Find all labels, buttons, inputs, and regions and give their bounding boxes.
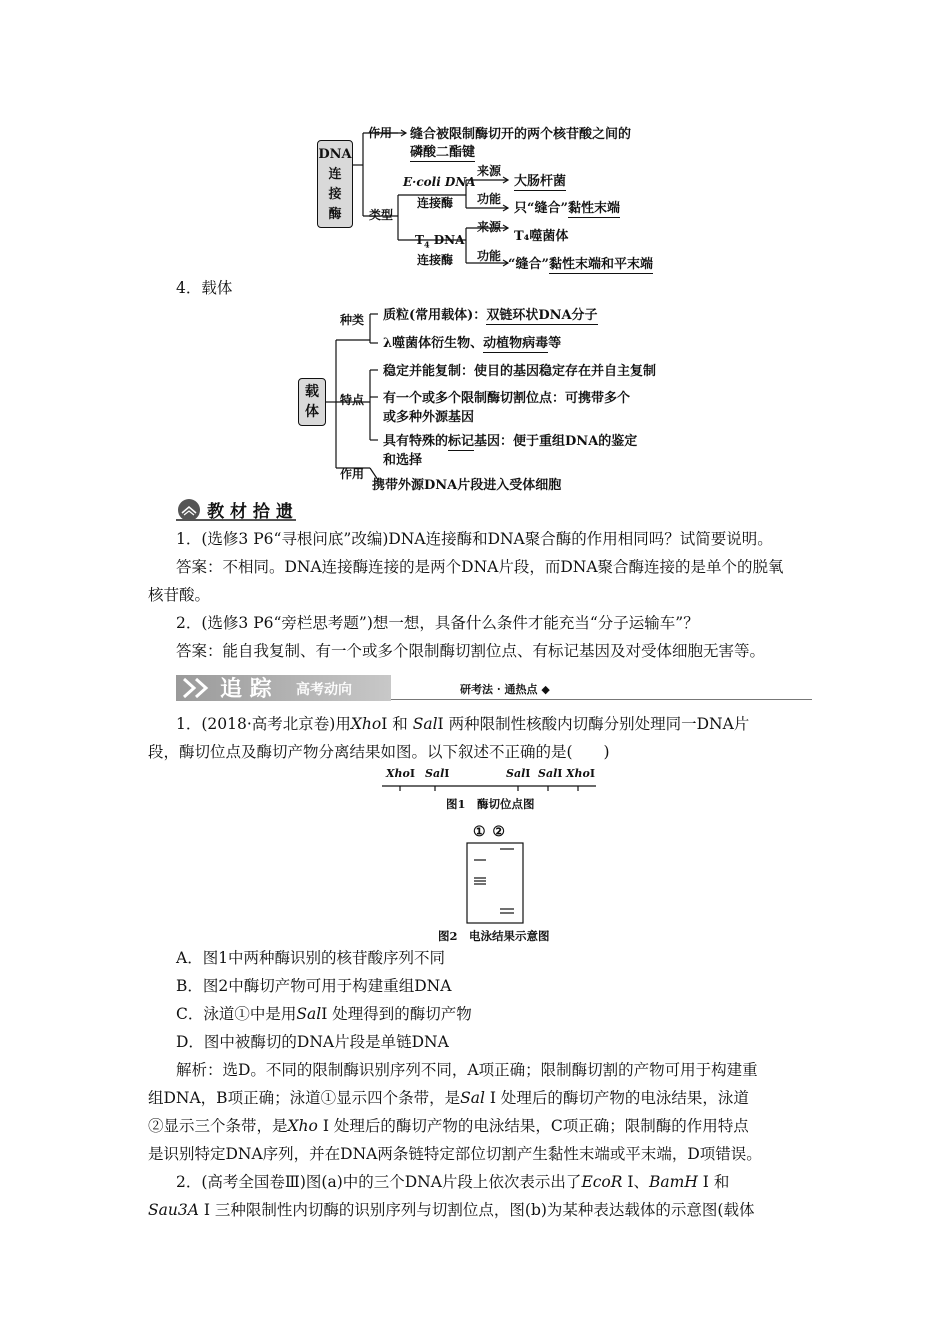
vector-zuoyong-label: 作用 — [340, 467, 365, 481]
explanation-line4: 是识别特定DNA序列，并在DNA两条链特定部位切割产生黏性末端或平末端，D项错误。 — [148, 1145, 762, 1163]
ecoli-name-1: E·coli DNA — [403, 175, 476, 189]
option-b: B．图2中酶切产物可用于构建重组DNA — [176, 977, 452, 995]
vector-tedian-3b: 和选择 — [383, 453, 423, 468]
t4-gongneng-label: 功能 — [477, 249, 502, 263]
problem2-line1: 2．(高考全国卷Ⅲ)图(a)中的三个DNA片段上依次表示出了EcoR Ⅰ、BamH Ⅰ 和 — [176, 1173, 730, 1191]
vector-tedian-label: 特点 — [340, 393, 365, 407]
chevron-icon — [180, 677, 220, 699]
t4-name-2: 连接酶 — [417, 253, 454, 267]
ecoli-name-2: 连接酶 — [417, 196, 454, 210]
t4-laiyuan-label: 来源 — [477, 220, 502, 234]
option-d: D．图中被酶切的DNA片段是单链DNA — [176, 1033, 449, 1051]
vector-zhonglei-label: 种类 — [340, 313, 365, 327]
ligase-box: DNA 连 接 酶 — [317, 140, 353, 228]
ecoli-laiyuan-label: 来源 — [477, 164, 502, 178]
fig2-gel — [466, 842, 524, 924]
fig1-site-sal-left: SalⅠ — [425, 767, 450, 780]
t4-source: T₄噬菌体 — [514, 229, 569, 244]
t4-name-1: $T_4$ DNA — [415, 233, 465, 250]
section-4-title: 4．载体 — [176, 279, 233, 297]
vector-tedian-2a: 有一个或多个限制酶切割位点：可携带多个 — [383, 391, 631, 406]
ecoli-gongneng-label: 功能 — [477, 192, 502, 206]
book-icon — [176, 498, 202, 522]
problem1-line2: 段，酶切位点及酶切产物分离结果如图。以下叙述不正确的是( ) — [148, 743, 610, 761]
fig1-site-xho-left: XhoⅠ — [386, 767, 416, 780]
jiaocai-q2: 2．(选修3 P6“旁栏思考题”)想一想，具备什么条件才能充当“分子运输车”？ — [176, 614, 699, 632]
fig1-site-sal-mid: SalⅠ — [506, 767, 531, 780]
vector-tedian-2b: 或多种外源基因 — [383, 410, 475, 425]
fig2-lane-labels: ① ② — [473, 824, 506, 840]
banner-title: 追 踪 — [220, 677, 272, 702]
vector-zuoyong-text: 携带外源DNA片段进入受体细胞 — [372, 478, 562, 493]
vector-tedian-1: 稳定并能复制：使目的基因稳定存在并自主复制 — [383, 364, 657, 379]
explanation-line1: 解析：选D。不同的限制酶识别序列不同，A项正确；限制酶切割的产物可用于构建重 — [176, 1061, 758, 1079]
fig1-site-xho-right: XhoⅠ — [566, 767, 596, 780]
vector-tedian-3: 具有特殊的标记基因：便于重组DNA的鉴定 — [383, 434, 638, 449]
ligase-zuoyong-label: 作用 — [368, 126, 393, 140]
fig1-caption: 图1 酶切位点图 — [446, 797, 535, 811]
fig1-dna-line — [380, 780, 600, 794]
jiaocai-a2: 答案：能自我复制、有一个或多个限制酶切割位点、有标记基因及对受体细胞无害等。 — [176, 642, 766, 660]
banner-subtitle: 高考动向 — [296, 682, 352, 698]
ligase-zuoyong-text-2: 磷酸二酯键 — [410, 141, 475, 162]
explanation-line2: 组DNA，B项正确；泳道①显示四个条带，是Sal Ⅰ 处理后的酶切产物的电泳结果，泳道 — [148, 1089, 749, 1107]
jiaocai-a1-line2: 核苷酸。 — [148, 586, 211, 604]
ligase-zuoyong-text-1: 缝合被限制酶切开的两个核苷酸之间的 — [410, 127, 632, 142]
option-a: A．图1中两种酶识别的核苷酸序列不同 — [176, 949, 446, 967]
t4-function: “缝合”黏性末端和平末端 — [508, 257, 653, 272]
problem2-line2: Sau3A Ⅰ 三种限制性内切酶的识别序列与切割位点，图(b)为某种表达载体的示意图(载体 — [148, 1201, 755, 1219]
jiaocai-header: 教 材 拾 遗 — [176, 497, 293, 522]
fig1-site-sal-right: SalⅠ — [538, 767, 563, 780]
explanation-line3: ②显示三个条带，是Xho Ⅰ 处理后的酶切产物的电泳结果，C项正确；限制酶的作用特点 — [148, 1117, 749, 1135]
ecoli-function: 只“缝合”黏性末端 — [514, 201, 620, 216]
jiaocai-a1-line1: 答案：不相同。DNA连接酶连接的是两个DNA片段，而DNA聚合酶连接的是单个的脱氧 — [176, 558, 784, 576]
jiaocai-q1: 1．(选修3 P6“寻根问底”改编)DNA连接酶和DNA聚合酶的作用相同吗？试简要说明。 — [176, 530, 773, 548]
ecoli-source: 大肠杆菌 — [514, 170, 566, 191]
diamond-icon: ◆ — [541, 683, 550, 696]
banner-rule — [391, 699, 812, 700]
vector-box: 载 体 — [298, 378, 326, 426]
fig2-caption: 图2 电泳结果示意图 — [438, 929, 550, 943]
jiaocai-header-rule — [176, 519, 296, 521]
ligase-leixing-label: 类型 — [369, 208, 394, 222]
vector-zhonglei-2: λ噬菌体衍生物、动植物病毒等 — [383, 336, 562, 351]
option-c: C．泳道①中是用SalⅠ 处理得到的酶切产物 — [176, 1005, 472, 1023]
zhuizong-banner — [176, 675, 812, 701]
vector-zhonglei-1: 质粒(常用载体)：双链环状DNA分子 — [383, 308, 598, 323]
banner-right-text: 研考法 · 通热点 ◆ — [460, 683, 550, 696]
problem1-line1: 1．(2018·高考北京卷)用XhoⅠ 和 SalⅠ 两种限制性核酸内切酶分别处理同一DNA片 — [176, 715, 750, 733]
